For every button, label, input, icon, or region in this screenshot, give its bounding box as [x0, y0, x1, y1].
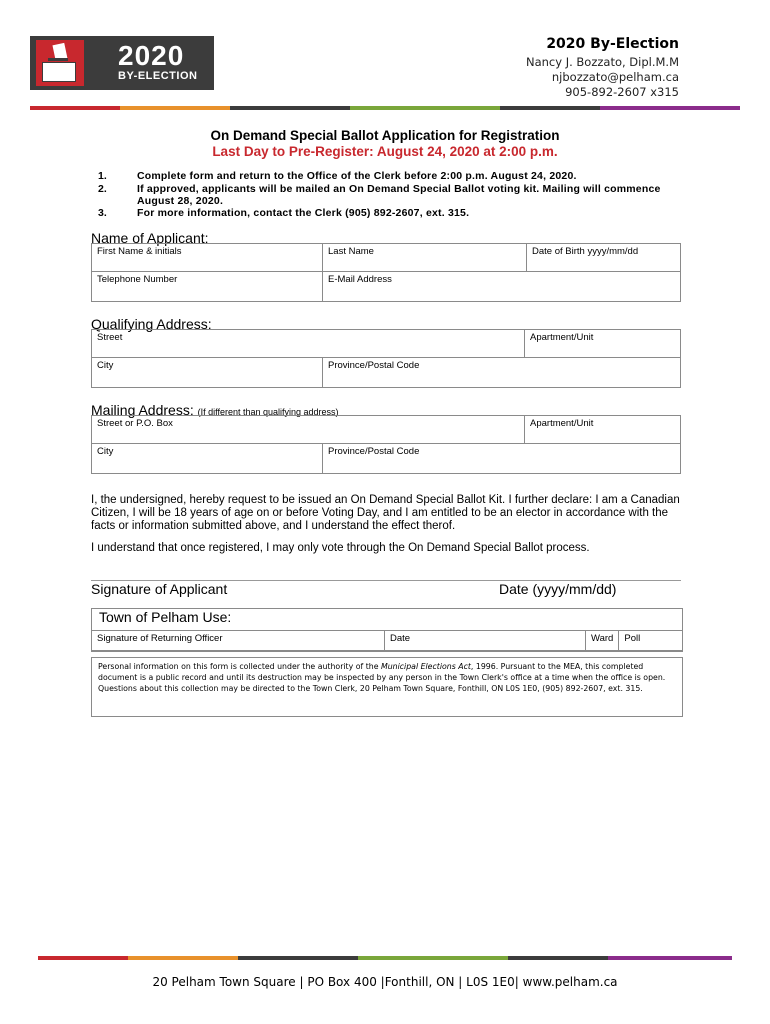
office-use-heading: Town of Pelham Use:	[99, 609, 232, 625]
mailing-heading: Mailing Address: (If different than qualifying address)	[91, 402, 339, 418]
first-name-field[interactable]: First Name & initials	[92, 244, 323, 272]
signature-date-label: Date (yyyy/mm/dd)	[499, 581, 617, 597]
mailing-note: (If different than qualifying address)	[197, 407, 339, 417]
mailing-table	[91, 415, 681, 474]
color-band-segment	[508, 956, 608, 960]
color-band-segment	[608, 956, 732, 960]
color-band-segment	[120, 106, 230, 110]
form-title: On Demand Special Ballot Application for Registration	[210, 128, 560, 143]
color-band-segment	[230, 106, 350, 110]
footer-address: 20 Pelham Town Square | PO Box 400 |Fonthill, ON | L0S 1E0| www.pelham.ca	[152, 975, 618, 989]
color-band-segment	[358, 956, 508, 960]
color-band-segment	[30, 106, 120, 110]
signature-line[interactable]	[91, 580, 681, 581]
qualifying-apartment-field[interactable]: Apartment/Unit	[525, 330, 681, 358]
office-date-field[interactable]: Date	[385, 631, 586, 651]
mailing-apartment-field[interactable]: Apartment/Unit	[525, 416, 681, 444]
color-band-segment	[128, 956, 238, 960]
clerk-phone: 905-892-2607 x315	[565, 85, 679, 99]
qualifying-street-field[interactable]: Street	[92, 330, 525, 358]
mailing-city-field[interactable]: City	[92, 444, 323, 474]
telephone-field[interactable]: Telephone Number	[92, 272, 323, 302]
header-title: 2020 By-Election	[546, 36, 679, 52]
declaration-text: I, the undersigned, hereby request to be issued an On Demand Special Ballot Kit. I further declare: I am a Canadian Citizen, I will be 18 years of age on or before Voting Day, and I am entitled to be an elector in accordance with the facts or information submitted above, and I understand the effect therof.	[91, 494, 680, 532]
color-band-segment	[238, 956, 358, 960]
declaration-note: I understand that once registered, I may only vote through the On Demand Special Ballot process.	[91, 542, 590, 554]
election-logo	[30, 36, 214, 90]
color-band-segment	[600, 106, 740, 110]
ward-field[interactable]: Ward	[586, 631, 619, 651]
instruction-text: For more information, contact the Clerk (905) 892-2607, ext. 315.	[137, 207, 470, 219]
qualifying-province-field[interactable]: Province/Postal Code	[323, 358, 681, 388]
instruction-number: 1.	[98, 170, 107, 182]
last-name-field[interactable]: Last Name	[323, 244, 527, 272]
returning-officer-signature-field[interactable]: Signature of Returning Officer	[92, 631, 385, 651]
logo-year: 2020	[118, 40, 185, 71]
color-band-segment	[350, 106, 500, 110]
qualifying-table	[91, 329, 681, 388]
qualifying-heading: Qualifying Address:	[91, 316, 212, 332]
clerk-name: Nancy J. Bozzato, Dipl.M.M	[525, 55, 679, 69]
mailing-province-field[interactable]: Province/Postal Code	[323, 444, 681, 474]
qualifying-city-field[interactable]: City	[92, 358, 323, 388]
applicant-table	[91, 243, 681, 302]
dob-field[interactable]: Date of Birth yyyy/mm/dd	[527, 244, 681, 272]
logo-subtitle: BY-ELECTION	[118, 70, 198, 82]
office-use-table	[91, 630, 683, 651]
act-name: Municipal Elections Act	[380, 662, 471, 671]
color-band-segment	[38, 956, 128, 960]
applicant-heading: Name of Applicant:	[91, 230, 209, 246]
instruction-text: If approved, applicants will be mailed an On Demand Special Ballot voting kit. Mailing will commence August 28, 2020.	[137, 183, 661, 207]
instruction-text: Complete form and return to the Office of the Clerk before 2:00 p.m. August 24, 2020.	[137, 170, 577, 182]
form-deadline: Last Day to Pre-Register: August 24, 2020 at 2:00 p.m.	[212, 144, 558, 159]
clerk-email[interactable]: njbozzato@pelham.ca	[551, 70, 679, 84]
email-field[interactable]: E-Mail Address	[323, 272, 681, 302]
instruction-number: 3.	[98, 207, 107, 219]
applicant-signature-label: Signature of Applicant	[91, 581, 228, 597]
mailing-street-field[interactable]: Street or P.O. Box	[92, 416, 525, 444]
privacy-notice: Personal information on this form is collected under the authority of the Municipal Elections Act, 1996. Pursuant to the MEA, this completed document is a public record and until its destruction may be inspected by any person in the Town Clerk's office at a time when the office is open. Questions about this collection may be directed to the Town Clerk, 20 Pelham Town Square, Fonthill, ON L0S 1E0, (905) 892-2607, ext. 315.	[91, 657, 683, 717]
color-band-segment	[500, 106, 600, 110]
instruction-number: 2.	[98, 183, 107, 195]
poll-field[interactable]: Poll	[619, 631, 683, 651]
